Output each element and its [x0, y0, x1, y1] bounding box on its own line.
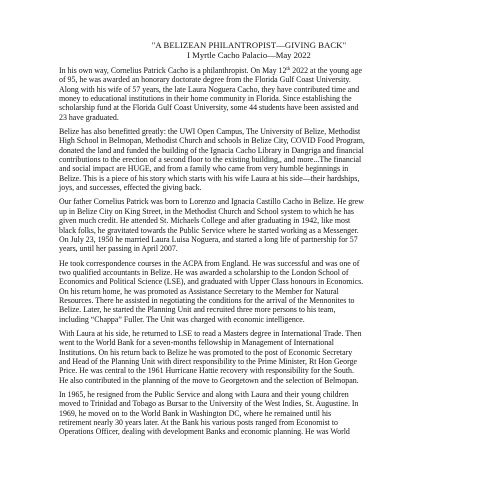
text-line: High School in Belmopan, Methodist Church and schools in Belize City, COVID Food Program, — [59, 136, 365, 146]
paragraph — [59, 197, 439, 253]
text-line: retirement nearly 30 years later. At the Bank his various posts ranged from Economist to — [59, 418, 338, 428]
text-line: 23 have graduated. — [59, 112, 119, 122]
document-body — [59, 66, 439, 437]
text-line: In his own way, Cornelius Patrick Cacho is a philanthropist. On May 12th 2022 at the young age — [59, 66, 362, 75]
text-line: 1969, he moved on to the World Bank in Washington DC, where he remained until his — [59, 408, 332, 418]
document-page — [59, 40, 439, 442]
text-line: Belize has also benefitted greatly: the UWI Open Campus, The University of Belize, Methodist — [59, 127, 361, 137]
text-line: money to educational institutions in their home community in Florida. Since establishing the — [59, 94, 352, 104]
document-byline: I Myrtle Cacho Palacio—May 2022 — [187, 50, 311, 60]
paragraph — [59, 66, 439, 122]
text-line: Our father Cornelius Patrick was born to Lorenzo and Ignacia Castillo Cacho in Belize. He grew — [59, 197, 365, 207]
text-line: On his return home, he was promoted as Assistance Secretary to the Member for Natural — [59, 286, 339, 296]
text-line: moved to Trinidad and Tobago as Bursar to the University of the West Indies, St. Augustine. In — [59, 399, 359, 409]
text-line: Economics and Political Science (LSE), and graduated with Upper Class honours in Economics. — [59, 277, 364, 287]
text-line: years, until her passing in April 2007. — [59, 244, 178, 254]
paragraph — [59, 390, 439, 437]
document-title: "A BELIZEAN PHILANTROPIST—GIVING BACK" — [151, 40, 347, 50]
text-line: He also contributed in the planning of the move to Georgetown and the selection of Belmopan. — [59, 375, 359, 385]
text-line: Belize. This is a piece of his story which starts with his wife Laura at his side—their hardships, — [59, 173, 360, 183]
text-line: joys, and successes, effected the giving back. — [59, 183, 202, 193]
text-line: He took correspondence courses in the ACPA from England. He was successful and was one of — [59, 258, 360, 268]
text-line: Operations Officer, dealing with development Banks and economic planning. He was World — [59, 427, 350, 437]
text-line: given much credit. He attended St. Michaels College and after graduating in 1942, like most — [59, 216, 351, 226]
text-line: Price. He was central to the 1961 Hurricane Hattie recovery with responsibility for the South. — [59, 366, 354, 376]
text-line: Resources. There he assisted in negotiating the conditions for the arrival of the Mennonites to — [59, 295, 355, 305]
paragraph — [59, 259, 439, 324]
text-line: Belize. Later, he started the Planning Unit and recruited three more persons to his team, — [59, 305, 336, 315]
text-line: donated the land and funded the building of the Ignacia Cacho Library in Dangriga and financial — [59, 145, 364, 155]
text-line: In 1965, he resigned from the Public Service and along with Laura and their young children — [59, 390, 349, 399]
paragraph — [59, 329, 439, 385]
text-line: and Head of the Planning Unit with direct responsibility to the Prime Minister, Rt Hon George — [59, 356, 358, 366]
text-line: two qualified accountants in Belize. He was awarded a scholarship to the London School of — [59, 267, 349, 277]
text-line: and social impact are HUGE, and from a family who came from very humble beginnings in — [59, 164, 349, 174]
paragraph — [59, 127, 439, 192]
text-line: scholarship fund at the Florida Gulf Coast University, some 44 students have been assisted and — [59, 103, 359, 113]
text-line: With Laura at his side, he returned to LSE to read a Masters degree in International Trade. Then — [59, 328, 362, 338]
text-line: contributions to the erection of a second floor to the existing building,, and more...The financial — [59, 155, 362, 165]
text-line: Along with his wife of 57 years, the late Laura Noguera Cacho, they have contributed time and — [59, 84, 360, 94]
text-line: Institutions. On his return back to Belize he was promoted to the post of Economic Secretary — [59, 347, 353, 357]
text-line: On July 23, 1950 he married Laura Luisa Noguera, and started a long life of partnership for 57 — [59, 234, 358, 244]
text-line: went to the World Bank for a seven-months fellowship in Management of International — [59, 338, 334, 348]
text-line: up in Belize City on King Street, in the Methodist Church and School system to which he has — [59, 206, 354, 216]
text-line: of 95, he was awarded an honorary doctorate degree from the Florida Gulf Coast University. — [59, 75, 351, 85]
text-line: black folks, he gravitated towards the Public Service where he started working as a Messenger. — [59, 225, 359, 235]
text-line: including “Chappa” Fuller. The Unit was charged with economic intelligence. — [59, 314, 305, 324]
